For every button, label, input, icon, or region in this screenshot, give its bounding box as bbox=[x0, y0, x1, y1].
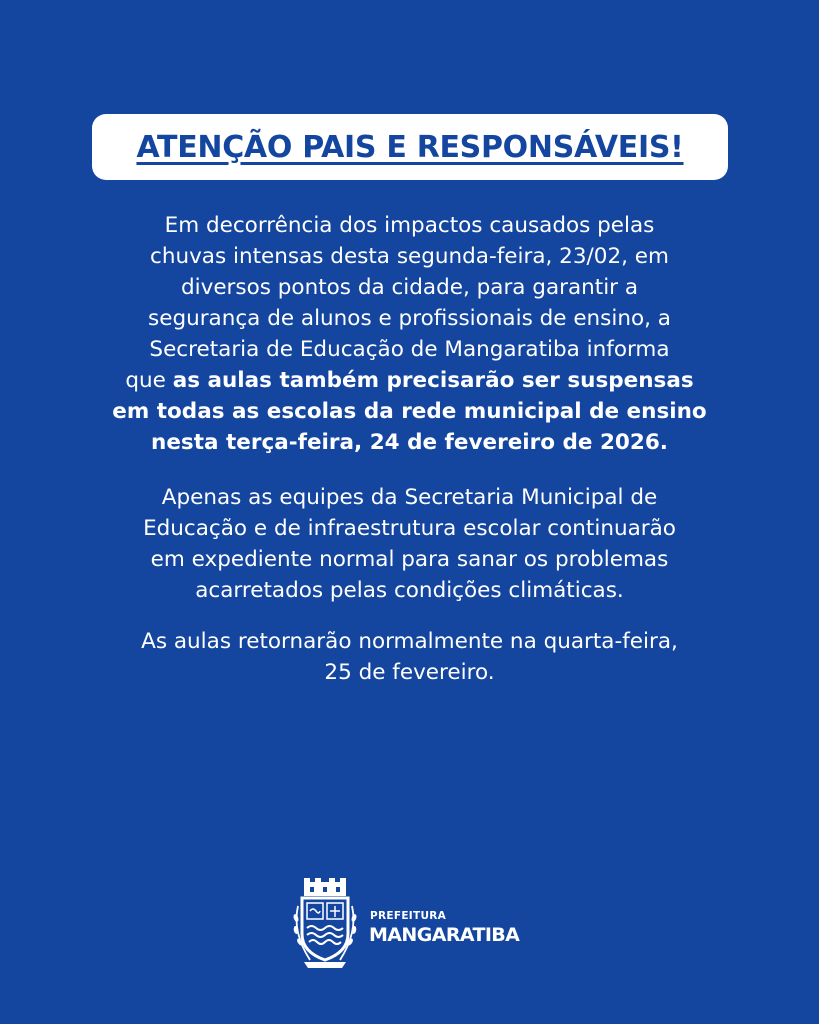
notice-paragraph-2 bbox=[60, 482, 759, 606]
paragraph-2-line-4: acarretados pelas condições climáticas. bbox=[195, 578, 624, 603]
paragraph-1-line-6-bold: as aulas também precisarão ser suspensas bbox=[172, 368, 694, 393]
paragraph-2-line-2: Educação e de infraestrutura escolar continuarão bbox=[143, 516, 676, 541]
paragraph-1-line-6-normal: que bbox=[125, 368, 166, 393]
paragraph-1-line-2: chuvas intensas desta segunda-feira, 23/02, em bbox=[150, 244, 669, 269]
paragraph-1-line-7-bold: em todas as escolas da rede municipal de ensino bbox=[112, 399, 707, 424]
paragraph-1-line-4: segurança de alunos e profissionais de ensino, a bbox=[148, 306, 671, 331]
paragraph-2-line-1: Apenas as equipes da Secretaria Municipal de bbox=[161, 485, 658, 510]
notice-paragraph-1 bbox=[60, 210, 759, 458]
prefeitura-logo bbox=[290, 876, 560, 972]
paragraph-3-line-1: As aulas retornarão normalmente na quarta-feira, bbox=[141, 629, 678, 654]
paragraph-3-line-2: 25 de fevereiro. bbox=[324, 660, 495, 685]
notice-paragraph-3 bbox=[60, 626, 759, 688]
paragraph-1-line-8-bold: nesta terça-feira, 24 de fevereiro de 2026. bbox=[151, 430, 668, 455]
paragraph-1-line-1: Em decorrência dos impactos causados pelas bbox=[164, 213, 655, 238]
logo-city-name: MANGARATIBA bbox=[369, 924, 520, 946]
paragraph-1-line-3: diversos pontos da cidade, para garantir a bbox=[180, 275, 639, 300]
paragraph-2-line-3: em expediente normal para sanar os problemas bbox=[150, 547, 669, 572]
page-title: ATENÇÃO PAIS E RESPONSÁVEIS! bbox=[136, 129, 684, 165]
coat-of-arms-icon bbox=[290, 876, 360, 972]
title-banner bbox=[92, 114, 728, 180]
paragraph-1-line-5: Secretaria de Educação de Mangaratiba informa bbox=[149, 337, 670, 362]
logo-prefeitura-label: PREFEITURA bbox=[370, 910, 447, 922]
